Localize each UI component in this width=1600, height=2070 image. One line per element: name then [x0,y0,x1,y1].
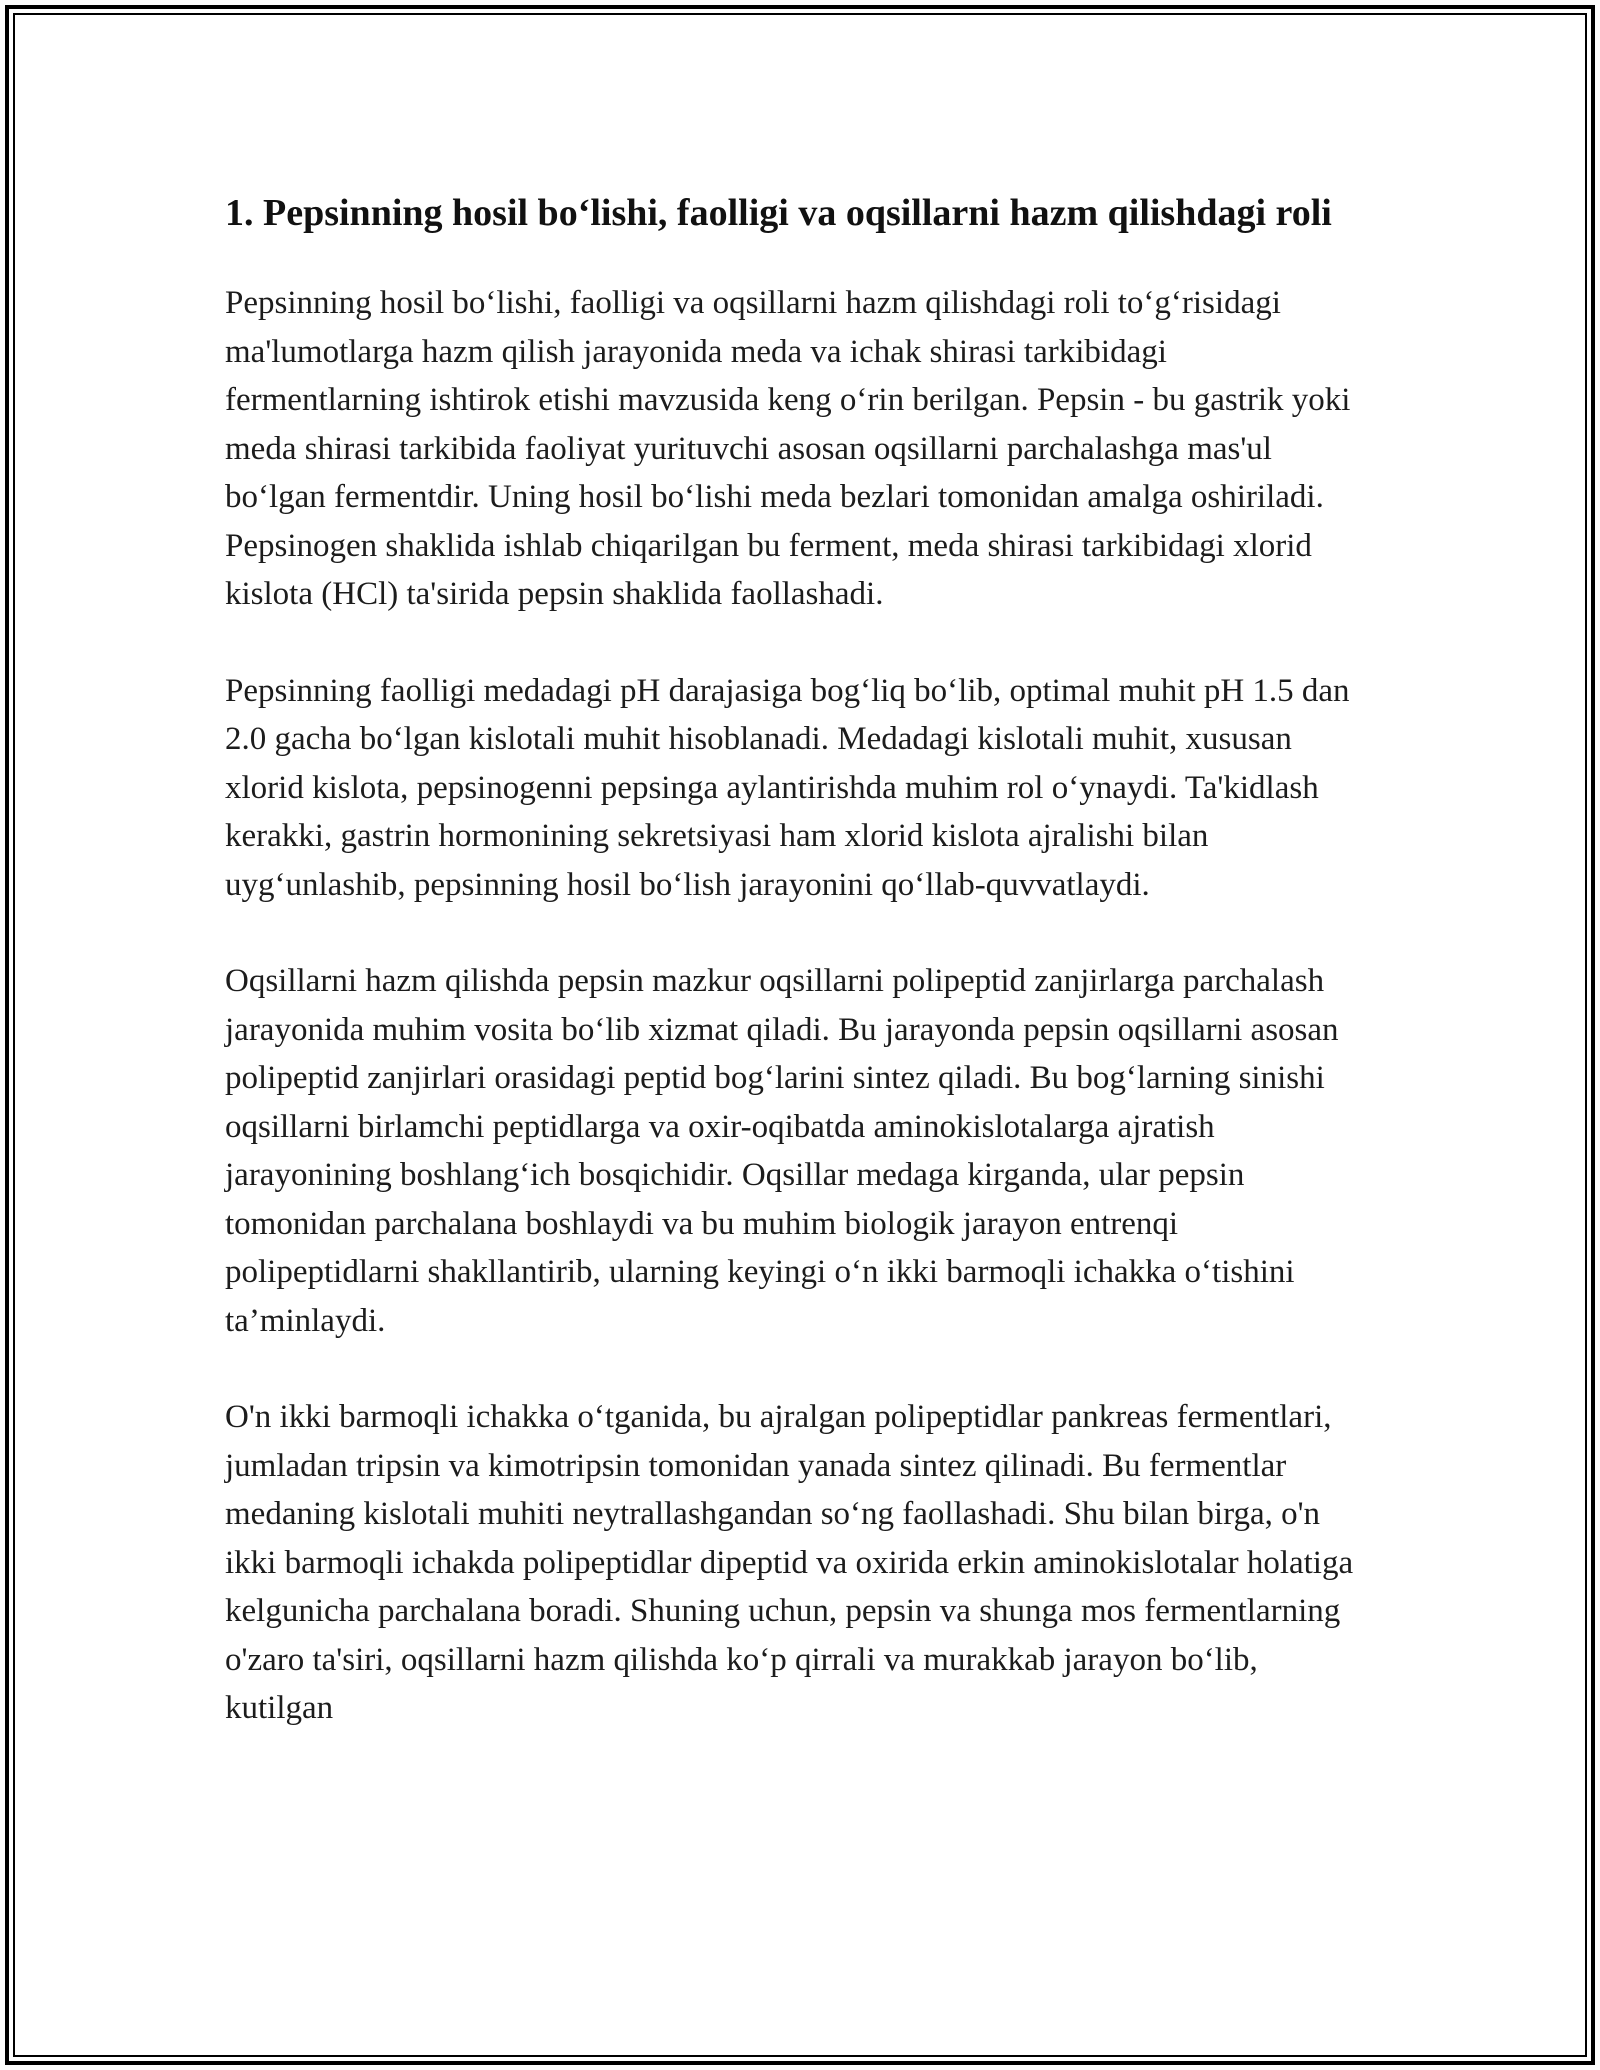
paragraph-4: O'n ikki barmoqli ichakka o‘tganida, bu ajralgan polipeptidlar pankreas fermentlari, jumladan tripsin va kimotripsin tomonidan yanada sintez qilinadi. Bu fermentlar medaning kislotali muhiti neytrallashgandan so‘ng faollashadi. Shu bilan birga, o'n ikki barmoqli ichakda polipeptidlar dipeptid va oxirida erkin aminokislotalar holatiga kelgunicha parchalana boradi. Shuning uchun, pepsin va shunga mos fermentlarning o'zaro ta'siri, oqsillarni hazm qilishda ko‘p qirrali va murakkab jarayon bo‘lib, kutilgan [225,1399,1354,1726]
paragraph-2: Pepsinning faolligi medadagi pH darajasiga bog‘liq bo‘lib, optimal muhit pH 1.5 dan 2.0 gacha bo‘lgan kislotali muhit hisoblanadi. Medadagi kislotali muhit, xususan xlorid kislota, pepsinogenni pepsinga aylantirishda muhim rol o‘ynaydi. Ta'kidlash kerakki, gastrin hormonining sekretsiyasi ham xlorid kislota ajralishi bilan uyg‘unlashib, pepsinning hosil bo‘lish jarayonini qo‘llab-quvvatlaydi. [225,672,1350,903]
document-title: 1. Pepsinning hosil bo‘lishi, faolligi va oqsillarni hazm qilishdagi roli [225,192,1332,234]
paragraph-3: Oqsillarni hazm qilishda pepsin mazkur oqsillarni polipeptid zanjirlarga parchalash jarayonida muhim vosita bo‘lib xizmat qiladi. Bu jarayonda pepsin oqsillarni asosan polipeptid zanjirlari orasidagi peptid bog‘larini sintez qiladi. Bu bog‘larning sinishi oqsillarni birlamchi peptidlarga va oxir-oqibatda aminokislotalarga ajratish jarayonining boshlang‘ich bosqichidir. Oqsillar medaga kirganda, ular pepsin tomonidan parchalana boshlaydi va bu muhim biologik jarayon entrenqi polipeptidlarni shakllantirib, ularning keyingi o‘n ikki barmoqli ichakka o‘tishini ta’minlaydi. [225,963,1339,1339]
paragraph-1: Pepsinning hosil bo‘lishi, faolligi va oqsillarni hazm qilishdagi roli to‘g‘risidagi ma'lumotlarga hazm qilish jarayonida meda va ichak shirasi tarkibidagi fermentlarning ishtirok etishi mavzusida keng o‘rin berilgan. Pepsin - bu gastrik yoki meda shirasi tarkibida faoliyat yurituvchi asosan oqsillarni parchalashga mas'ul bo‘lgan fermentdir. Uning hosil bo‘lishi meda bezlari tomonidan amalga oshiriladi. Pepsinogen shaklida ishlab chiqarilgan bu ferment, meda shirasi tarkibidagi xlorid kislota (HCl) ta'sirida pepsin shaklida faollashadi. [225,285,1351,612]
document-body [225,186,1370,1733]
